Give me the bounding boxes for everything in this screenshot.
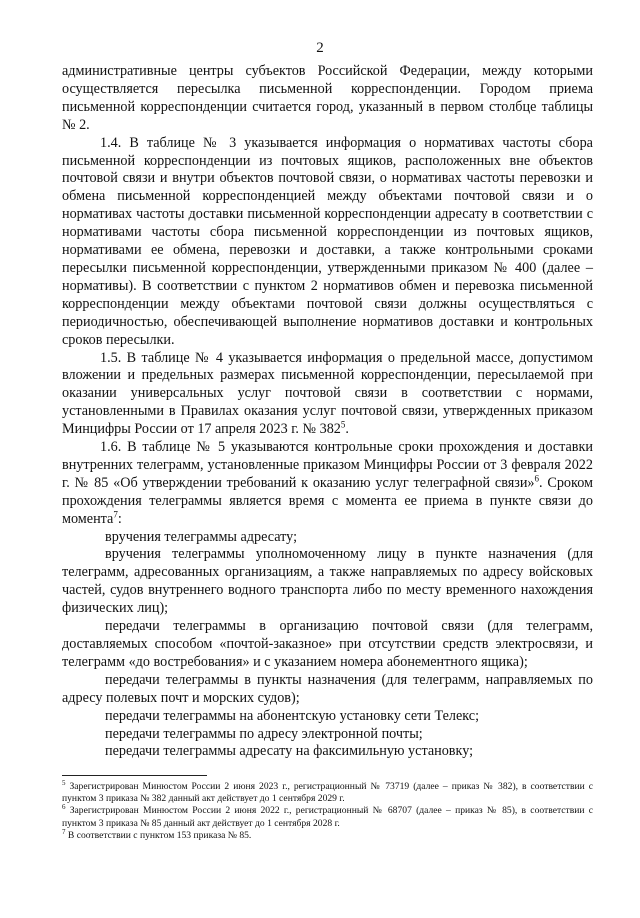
footnote-ref-7[interactable]: 7 (113, 508, 118, 519)
paragraph-1-4: 1.4. В таблице № 3 указывается информация о нормативах частоты сбора письменной корреспонденции из почтовых ящиков, расположенных вне объектов почтовой связи и внутри объектов почтовой связи, о нормативах частоты перевозки и обмена письменной корреспонденцией между объектами почтовой связи и о нормативах частоты доставки письменной корреспонденции адресату в соответствии с нормативами частоты сбора письменной корреспонденции из почтовых ящиков, нормативами ее обмена, перевозки и доставки, а также контрольными сроками пересылки письменной корреспонденции, утвержденными приказом № 400 (далее – нормативы). В соответствии с пунктом 2 нормативов обмен и перевозка письменной корреспонденции между объектами почтовой связи должны осуществляться с периодичностью, обеспечивающей выполнение нормативов доставки и контрольных сроков пересылки. (62, 134, 593, 348)
page-number: 2 (316, 40, 324, 56)
footnote-divider (62, 775, 207, 776)
list-item: передачи телеграммы в пункты назначения (для телеграмм, направляемых по адресу полевых почт и морских судов); (62, 671, 593, 706)
list-item: вручения телеграммы адресату; (105, 528, 298, 545)
document-body (62, 63, 593, 761)
footnote-7: $^7$ В соответствии с пунктом 153 приказа № 85. (62, 827, 252, 841)
footnote-ref-6[interactable]: 6 (534, 473, 540, 484)
list-item: вручения телеграммы уполномоченному лицу в пункте назначения (для телеграмм, адресованных организациям, а также направляемых по адресу войсковых частей, судов внутреннего водного транспорта либо по месту временного нахождения физических лиц); (62, 546, 593, 617)
list-item: передачи телеграммы адресату на факсимильную установку; (105, 743, 474, 760)
list-item: передачи телеграммы по адресу электронной почты; (105, 725, 423, 742)
footnote-5: $^5$ Зарегистрирован Минюстом России 2 июня 2023 г., регистрационный № 73719 (далее – приказ № 382), в соответствии с пунктом 3 приказа № 382 данный акт действует до 1 сентября 2029 г. (62, 778, 593, 805)
paragraph-1-5: 1.5. В таблице № 4 указывается информация о предельной массе, допустимом вложении и предельных размерах письменной корреспонденции, пересылаемой при оказании универсальных услуг почтовой связи в соответствии с нормами, установленными в Правилах оказания услуг почтовой связи, утвержденных приказом Минцифры России от 17 апреля 2023 г. № $382^5$. (62, 349, 593, 438)
footnote-6: $^6$ Зарегистрирован Минюстом России 2 июня 2022 г., регистрационный № 68707 (далее – приказ № 85), в соответствии с пунктом 3 приказа № 85 данный акт действует до 1 сентября 2028 г. (62, 803, 593, 829)
footnotes (62, 778, 593, 842)
footnote-ref-5[interactable]: 5 (340, 419, 346, 430)
paragraph-1-6: 1.6. В таблице № 5 указываются контрольные сроки прохождения и доставки внутренних телеграмм, установленные приказом Минцифры России от 3 февраля 2022 г. № 85 «Об утверждении требований к оказанию услуг телеграфной связи»$^6$. Сроком прохождения телеграммы является время с момента ее приема в пункте связи до момента$^7$: (62, 439, 593, 527)
list-item: передачи телеграммы в организацию почтовой связи (для телеграмм, доставляемых способом «почтой-заказное» при отсутствии средств электросвязи, и телеграмм «до востребования» и с указанием номера абонементного ящика); (62, 618, 593, 670)
paragraph-continuation: административные центры субъектов Российской Федерации, между которыми осуществляется пересылка письменной корреспонденции. Городом приема письменной корреспонденции считается город, указанный в первом столбце таблицы № 2. (62, 63, 593, 133)
list-item: передачи телеграммы на абонентскую установку сети Телекс; (105, 707, 480, 724)
